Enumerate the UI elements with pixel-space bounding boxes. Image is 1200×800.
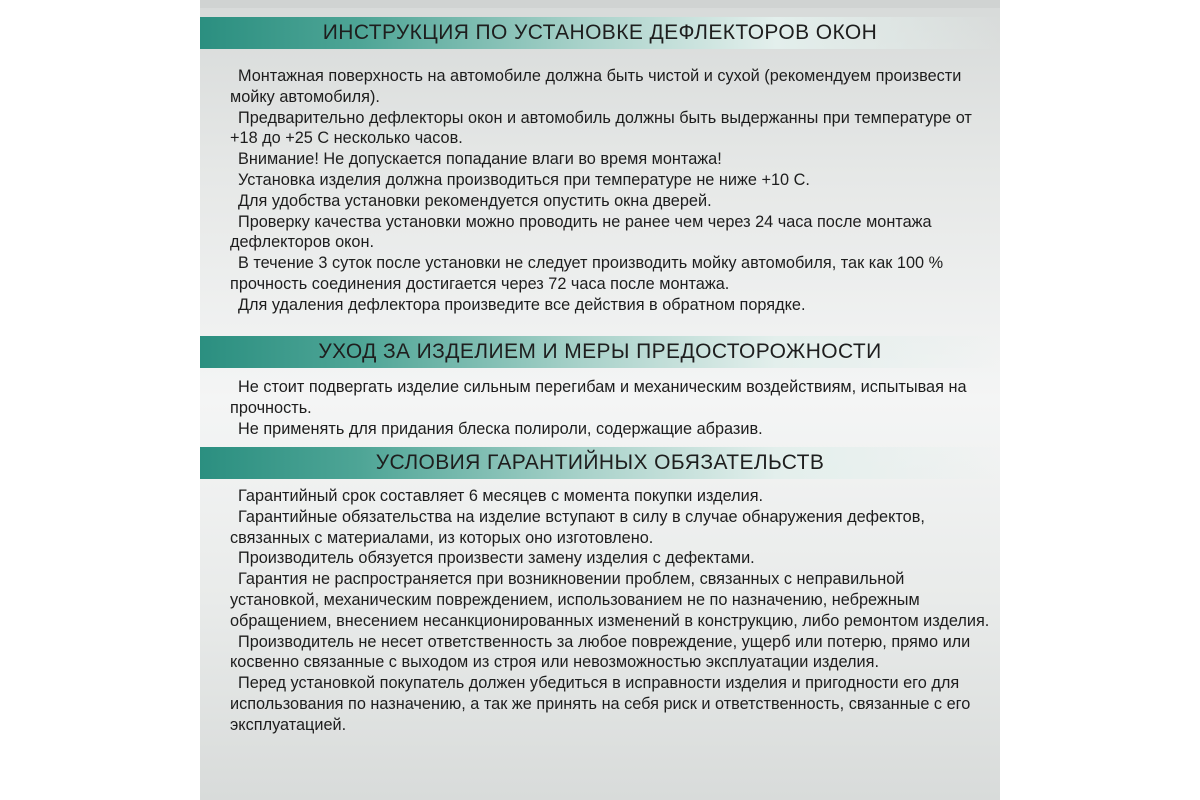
section-title: ИНСТРУКЦИЯ ПО УСТАНОВКЕ ДЕФЛЕКТОРОВ ОКОН [322, 21, 878, 44]
paragraph: Гарантийные обязательства на изделие вступают в силу в случае обнаружения дефектов, связанных с материалами, из которых оно изготовлено. [230, 507, 925, 547]
section-title: УСЛОВИЯ ГАРАНТИЙНЫХ ОБЯЗАТЕЛЬСТВ [375, 451, 825, 474]
paragraph: Для удаления дефлектора произведите все действия в обратном порядке. [238, 295, 806, 314]
paragraph: Производитель не несет ответственность за любое повреждение, ущерб или потерю, прямо или косвенно связанные с выходом из строя или невозможностью эксплуатации изделия. [230, 632, 971, 672]
paragraph: Перед установкой покупатель должен убедиться в исправности изделия и пригодности его для использования по назначению, а так же принять на себя риск и ответственность, связанные с его эксплуатацией. [230, 674, 971, 734]
top-strip [200, 0, 1000, 8]
paragraph: Монтажная поверхность на автомобиле должна быть чистой и сухой (рекомендуем произвести мойку автомобиля). [230, 67, 962, 106]
section-header-warranty [200, 447, 1000, 479]
section-body-installation [230, 66, 990, 316]
section-title: УХОД ЗА ИЗДЕЛИЕМ И МЕРЫ ПРЕДОСТОРОЖНОСТИ [318, 340, 882, 363]
paragraph: Внимание! Не допускается попадание влаги во время монтажа! [238, 150, 722, 169]
paragraph: Не стоит подвергать изделие сильным перегибам и механическим воздействиям, испытывая на прочность. [230, 378, 967, 417]
section-header-care [200, 336, 1000, 368]
paragraph: Предварительно дефлекторы окон и автомобиль должны быть выдержанны при температуре от +18 до +25 С несколько часов. [230, 108, 972, 148]
paragraph: Гарантийный срок составляет 6 месяцев с момента покупки изделия. [238, 487, 764, 505]
instruction-sheet [200, 0, 1000, 800]
paragraph: Установка изделия должна производиться при температуре не ниже +10 С. [238, 170, 810, 189]
paragraph: В течение 3 суток после установки не следует производить мойку автомобиля, так как 100 % прочность соединения достигается через 72 часа после монтажа. [230, 254, 944, 293]
paragraph: Производитель обязуется произвести замену изделия с дефектами. [238, 549, 755, 568]
paragraph: Не применять для придания блеска полироли, содержащие абразив. [238, 419, 763, 438]
section-body-warranty [230, 486, 990, 736]
paragraph: Для удобства установки рекомендуется опустить окна дверей. [238, 191, 712, 210]
section-header-installation [200, 17, 1000, 49]
paragraph: Проверку качества установки можно проводить не ранее чем через 24 часа после монтажа дефлекторов окон. [230, 212, 932, 252]
paragraph: Гарантия не распространяется при возникновении проблем, связанных с неправильной установкой, механическим повреждением, использованием не по назначению, небрежным обращением, внесением несанкционированных изменений в конструкцию, либо ремонтом изделия. [230, 570, 990, 630]
section-body-care [230, 377, 990, 439]
